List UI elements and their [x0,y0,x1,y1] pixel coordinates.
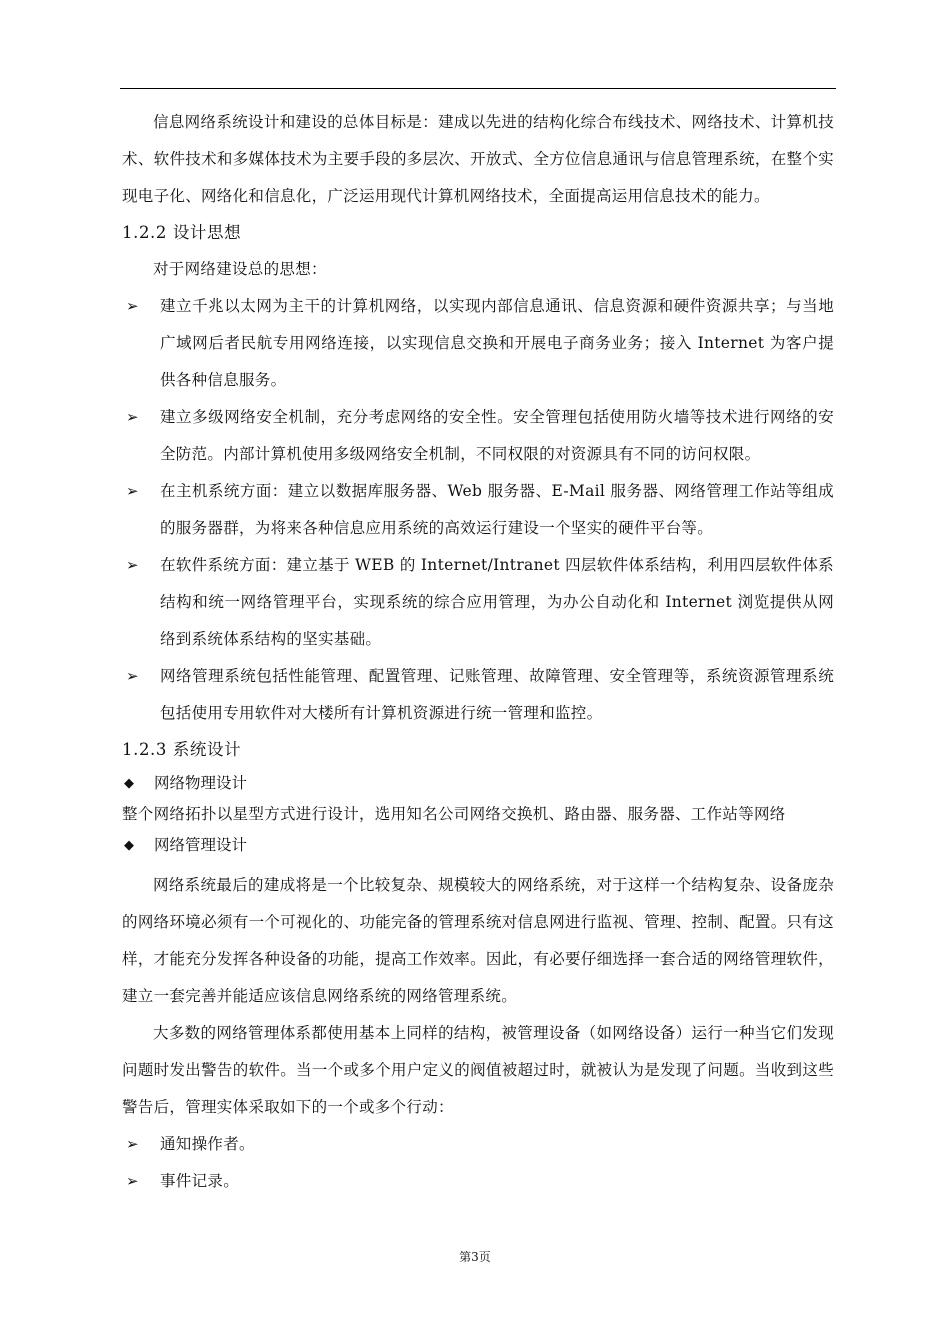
action-item [122,1163,834,1200]
arrow-bullet-icon: ➢ [126,1135,139,1153]
action-text: 通知操作者。 [160,1135,255,1153]
lead-text: 对于网络建设总的思想： [153,260,327,278]
document-body [122,104,834,1200]
management-paragraph-2: 大多数的网络管理体系都使用基本上同样的结构，被管理设备（如网络设备）运行一种当它们发现问题时发出警告的软件。当一个或多个用户定义的阀值被超过时，就被认为是发现了问题。当收到这些警告后，管理实体采取如下的一个或多个行动： [122,1024,834,1116]
subheading-management-design [122,830,834,861]
arrow-bullet-icon: ➢ [126,556,139,574]
bullet-item [122,288,834,399]
bullet-item [122,399,834,473]
subheading-text: 网络物理设计 [154,774,248,792]
header-rule [120,88,836,89]
bullet-text: 在软件系统方面：建立基于 WEB 的 Internet/Intranet 四层软件体系结构，利用四层软件体系结构和统一网络管理平台，实现系统的综合应用管理，为办公自动化和 Internet 浏览提供从网络到系统体系结构的坚实基础。 [160,556,834,648]
page-number: 第3页 [459,1250,491,1264]
bullet-text: 建立千兆以太网为主干的计算机网络，以实现内部信息通讯、信息资源和硬件资源共享；与当地广域网后者民航专用网络连接，以实现信息交换和开展电子商务业务；接入 Internet 为客户提供各种信息服务。 [160,297,834,389]
bullet-text: 网络管理系统包括性能管理、配置管理、记账管理、故障管理、安全管理等，系统资源管理系统包括使用专用软件对大楼所有计算机资源进行统一管理和监控。 [160,667,834,722]
action-text: 事件记录。 [160,1172,240,1190]
bullet-item [122,658,834,732]
bullet-text: 建立多级网络安全机制，充分考虑网络的安全性。安全管理包括使用防火墙等技术进行网络的安全防范。内部计算机使用多级网络安全机制，不同权限的对资源具有不同的访问权限。 [160,408,834,463]
arrow-bullet-icon: ➢ [126,297,139,315]
bullet-item [122,473,834,547]
intro-paragraph: 信息网络系统设计和建设的总体目标是：建成以先进的结构化综合布线技术、网络技术、计算机技术、软件技术和多媒体技术为主要手段的多层次、开放式、全方位信息通讯与信息管理系统，在整个实现电子化、网络化和信息化，广泛运用现代计算机网络技术，全面提高运用信息技术的能力。 [122,113,834,205]
physical-design-text: 整个网络拓扑以星型方式进行设计，选用知名公司网络交换机、路由器、服务器、工作站等网络 [122,805,786,823]
arrow-bullet-icon: ➢ [126,667,139,685]
bullet-item [122,547,834,658]
arrow-bullet-icon: ➢ [126,408,139,426]
bullet-text: 在主机系统方面：建立以数据库服务器、Web 服务器、E-Mail 服务器、网络管理工作站等组成的服务器群，为将来各种信息应用系统的高效运行建设一个坚实的硬件平台等。 [160,482,834,537]
subheading-physical-design [122,768,834,799]
subheading-text: 网络管理设计 [154,836,248,854]
arrow-bullet-icon: ➢ [126,482,139,500]
section-heading-1-2-2: 1.2.2 设计思想 [122,223,242,242]
arrow-bullet-icon: ➢ [126,1172,139,1190]
management-paragraph-1: 网络系统最后的建成将是一个比较复杂、规模较大的网络系统，对于这样一个结构复杂、设备庞杂的网络环境必须有一个可视化的、功能完备的管理系统对信息网进行监视、管理、控制、配置。只有这样，才能充分发挥各种设备的功能，提高工作效率。因此，有必要仔细选择一套合适的网络管理软件，建立一套完善并能适应该信息网络系统的网络管理系统。 [122,876,834,1005]
section-heading-1-2-3: 1.2.3 系统设计 [122,740,242,759]
action-item [122,1126,834,1163]
diamond-bullet-icon: ◆ [124,776,134,791]
diamond-bullet-icon: ◆ [124,838,134,853]
